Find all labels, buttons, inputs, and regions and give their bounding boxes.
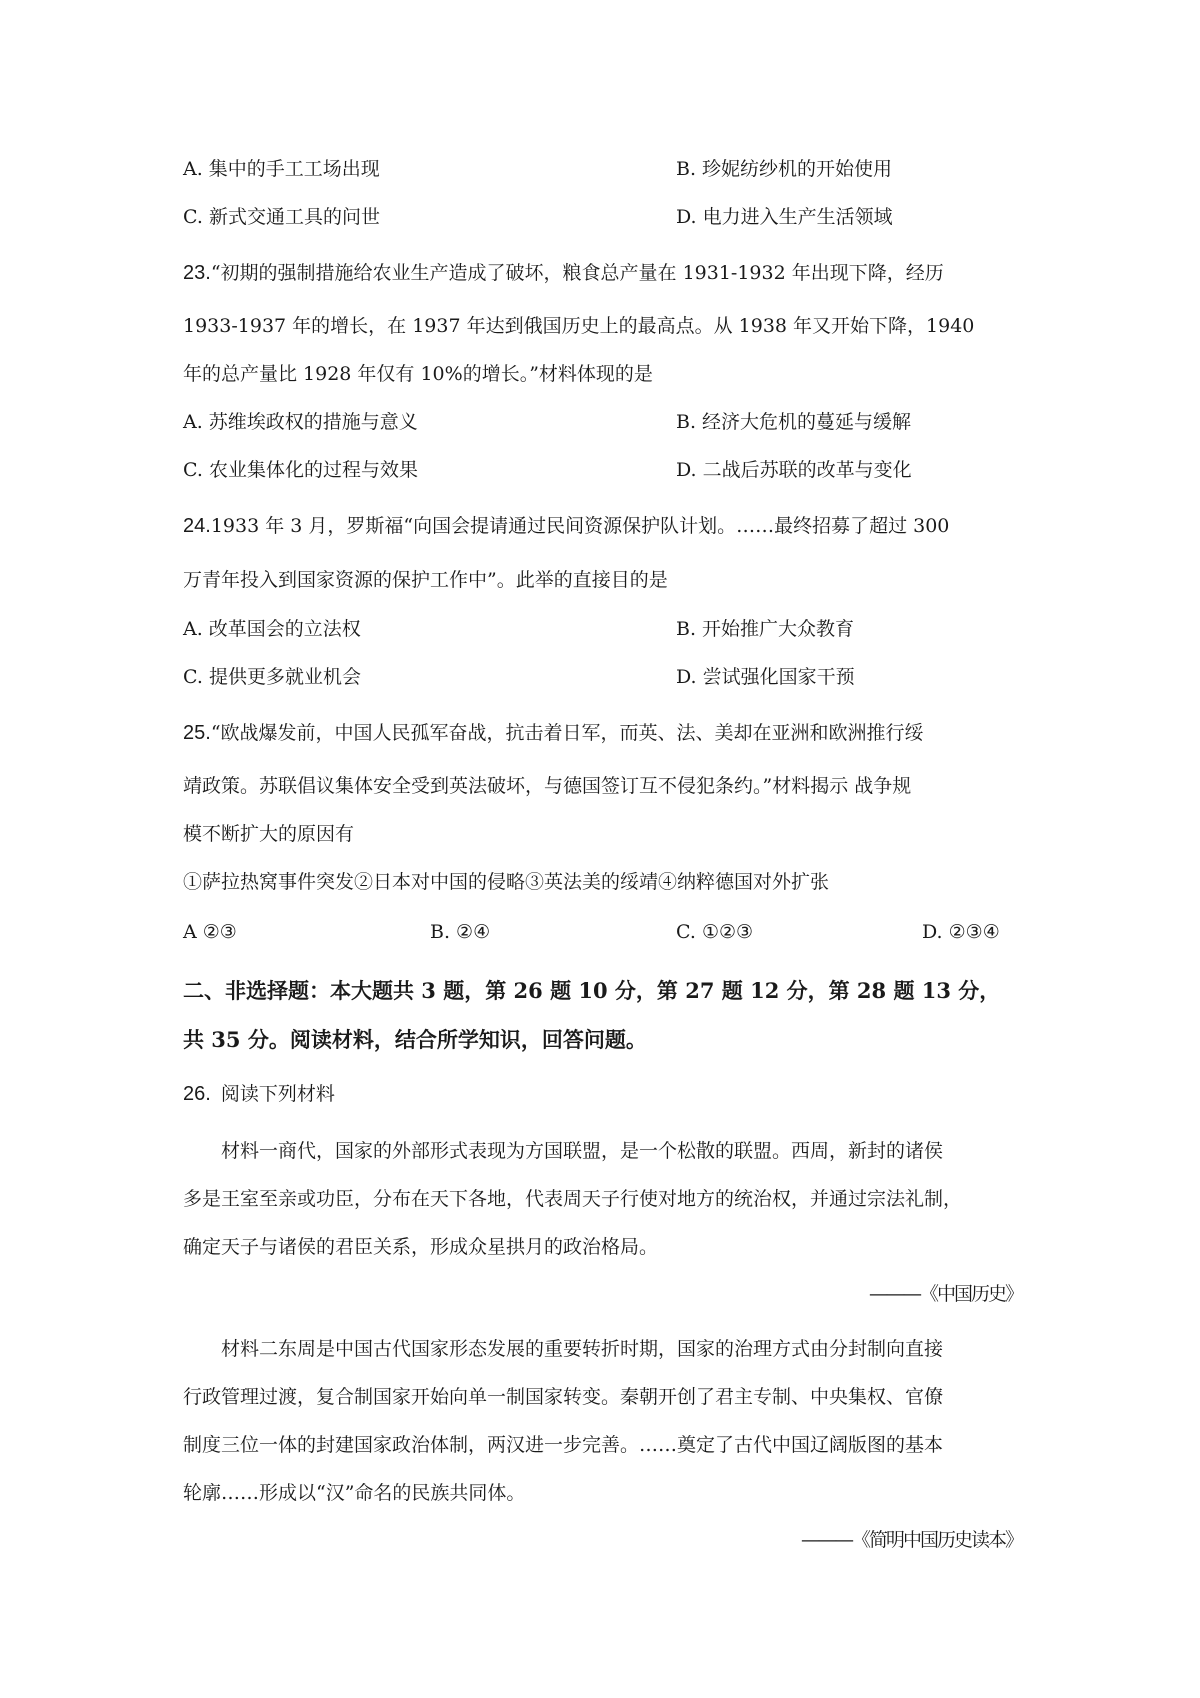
section-2-line-2: 共 35 分。阅读材料，结合所学知识，回答问题。 [183,1027,647,1052]
q22-option-c: C. 新式交通工具的问世 [183,206,380,228]
q24-line-2: 万青年投入到国家资源的保护工作中”。此举的直接目的是 [183,569,668,591]
material-2-line-3: 制度三位一体的封建国家政治体制，两汉进一步完善。……奠定了古代中国辽阔版图的基本 [183,1434,944,1456]
material-2-line-1: 材料二东周是中国古代国家形态发展的重要转折时期，国家的治理方式由分封制向直接 [221,1338,944,1360]
q25-option-c: C. ①②③ [676,921,754,943]
q23-text-1: “初期的强制措施给农业生产造成了破坏，粮食总产量在 1931-1932 年出现下降，经历 [210,262,944,284]
material-1-line-3: 确定天子与诸侯的君臣关系，形成众星拱月的政治格局。 [183,1236,659,1258]
q24-option-d: D. 尝试强化国家干预 [676,666,855,688]
q25-option-b: B. ②④ [430,921,491,943]
q26-intro-line [183,1084,335,1104]
material-2-line-2: 行政管理过渡，复合制国家开始向单一制国家转变。秦朝开创了君主专制、中央集权、官僚 [183,1386,944,1408]
q22-option-a: A. 集中的手工工场出现 [183,158,380,180]
q23-line-2: 1933-1937 年的增长，在 1937 年达到俄国历史上的最高点。从 1938 年又开始下降，1940 [183,315,975,337]
q25-number: 25. [183,722,211,744]
material-2-source: ———《简明中国历史读本》 [800,1529,1022,1551]
q24-text-1: 1933 年 3 月，罗斯福“向国会提请通过民间资源保护队计划。……最终招募了超过 300 [210,515,950,537]
q23-line-3: 年的总产量比 1928 年仅有 10%的增长。”材料体现的是 [183,363,653,385]
material-1-line-2: 多是王室至亲或功臣，分布在天下各地，代表周天子行使对地方的统治权，并通过宗法礼制， [183,1188,963,1210]
q24-option-c: C. 提供更多就业机会 [183,666,361,688]
q24-line-1 [183,516,949,536]
material-1-source: ———《中国历史》 [868,1283,1022,1305]
q23-option-b: B. 经济大危机的蔓延与缓解 [676,411,912,433]
q24-option-b: B. 开始推广大众教育 [676,618,855,640]
q25-option-a: A ②③ [183,921,237,943]
q25-line-4: ①萨拉热窝事件突发②日本对中国的侵略③英法美的绥靖④纳粹德国对外扩张 [183,871,830,893]
q24-number: 24. [183,515,211,537]
q24-option-a: A. 改革国会的立法权 [183,618,361,640]
q25-text-1: “欧战爆发前，中国人民孤军奋战，抗击着日军，而英、法、美却在亚洲和欧洲推行绥 [210,722,924,744]
q25-line-3: 模不断扩大的原因有 [183,823,355,845]
q23-option-c: C. 农业集体化的过程与效果 [183,459,418,481]
q22-option-b: B. 珍妮纺纱机的开始使用 [676,158,893,180]
q25-option-d: D. ②③④ [922,921,1000,943]
q23-option-d: D. 二战后苏联的改革与变化 [676,459,912,481]
q23-number: 23. [183,262,211,284]
q22-option-d: D. 电力进入生产生活领域 [676,206,893,228]
material-2-line-4: 轮廓……形成以“汉”命名的民族共同体。 [183,1482,526,1504]
q23-option-a: A. 苏维埃政权的措施与意义 [183,411,418,433]
material-1-line-1: 材料一商代，国家的外部形式表现为方国联盟，是一个松散的联盟。西周，新封的诸侯 [221,1140,944,1162]
q25-line-2: 靖政策。苏联倡议集体安全受到英法破坏，与德国签订互不侵犯条约。”材料揭示 战争规 [183,775,912,797]
q25-line-1 [183,723,924,743]
q26-intro: 阅读下列材料 [220,1083,335,1105]
section-2-line-1: 二、非选择题：本大题共 3 题，第 26 题 10 分，第 27 题 12 分，第 28 题 13 分， [183,978,1001,1003]
q26-number: 26. [183,1083,211,1105]
q23-line-1 [183,263,944,283]
